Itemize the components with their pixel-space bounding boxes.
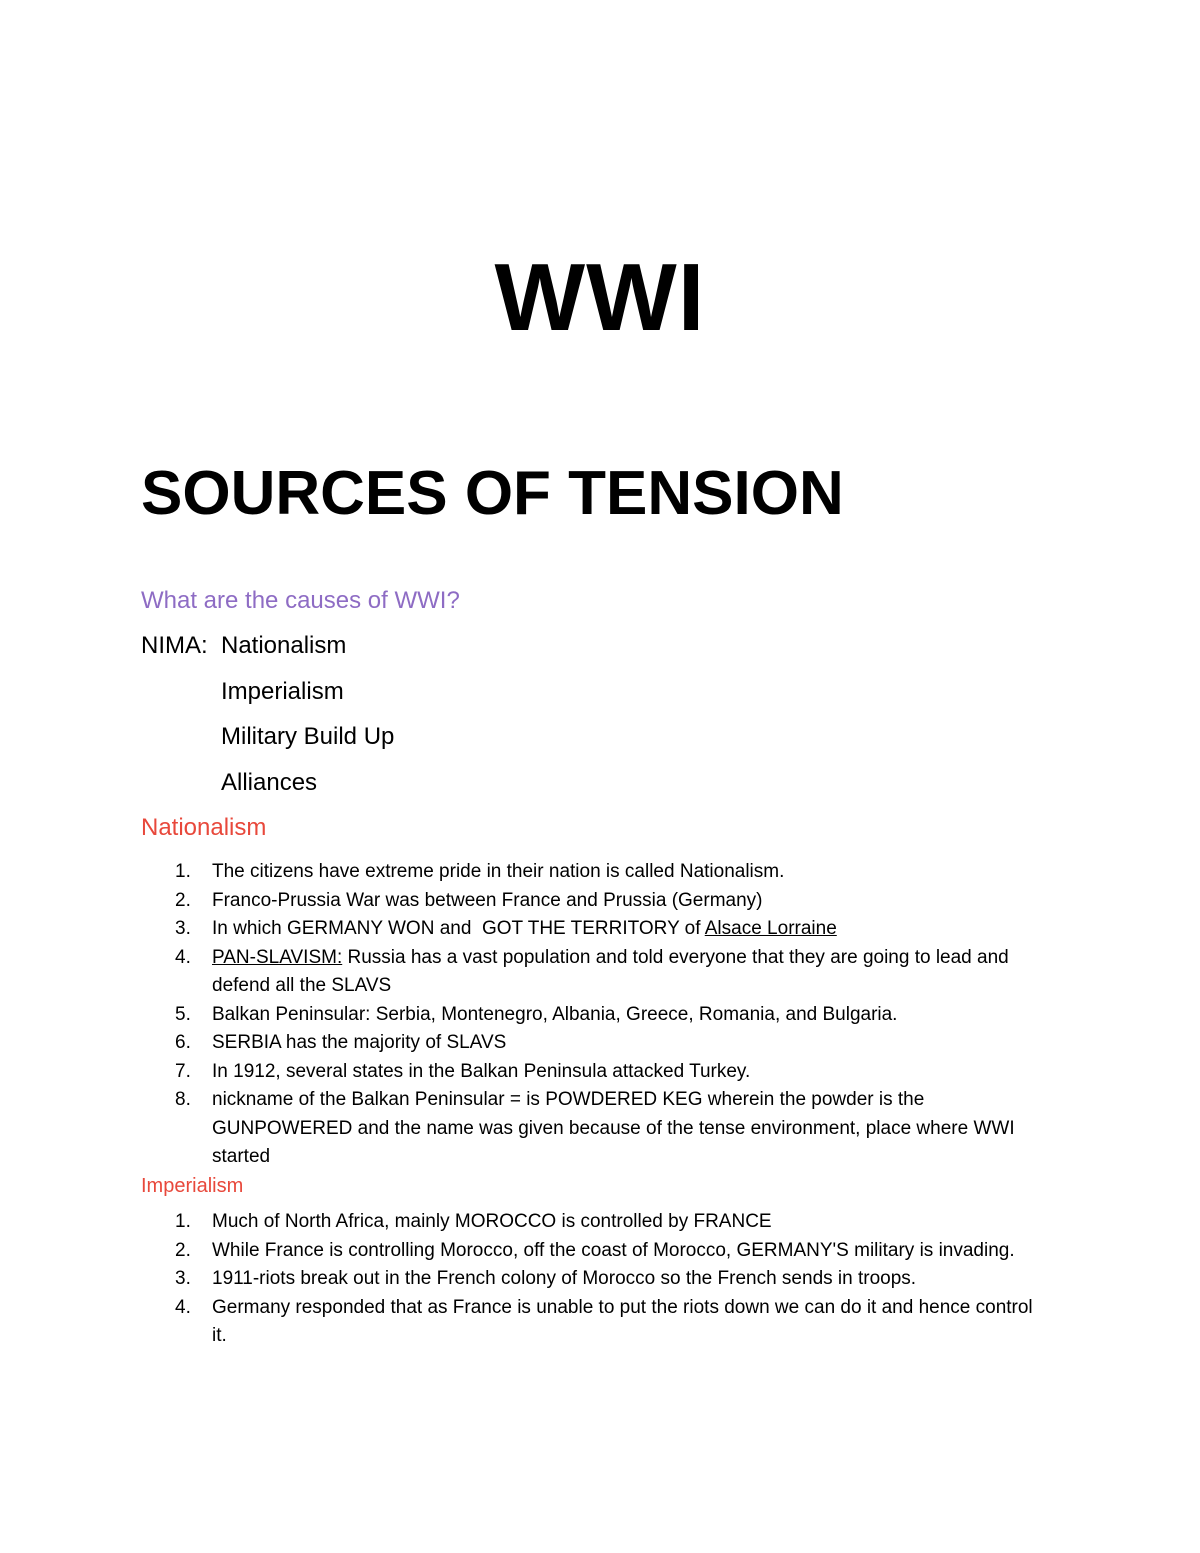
list-item-text: Germany responded that as France is unable to put the riots down we can do it and hence control it. — [212, 1296, 1033, 1346]
list-item — [141, 1265, 1041, 1294]
list-number: 4. — [175, 1296, 191, 1318]
nima-row — [141, 630, 394, 676]
list-item-text: In which GERMANY WON and GOT THE TERRITORY of — [212, 918, 705, 939]
list-item — [141, 915, 1041, 944]
section-heading-nationalism: Nationalism — [141, 814, 267, 841]
list-item — [141, 1294, 1041, 1351]
list-number: 2. — [175, 889, 191, 911]
list-number: 3. — [175, 1268, 191, 1289]
nima-row — [141, 767, 394, 813]
list-item — [141, 1058, 1041, 1087]
list-item-text: Balkan Peninsular: Serbia, Montenegro, Albania, Greece, Romania, and Bulgaria. — [212, 1003, 898, 1025]
document-subtitle: SOURCES OF TENSION — [141, 459, 844, 528]
list-number: 2. — [175, 1239, 191, 1261]
list-item-text: The citizens have extreme pride in their nation is called Nationalism. — [212, 861, 785, 882]
nima-prefix: NIMA: — [141, 632, 208, 659]
nima-item: Nationalism — [221, 632, 347, 659]
list-item-text: Russia has a vast population and told everyone that they are going to lead and defend all the SLAVS — [212, 946, 1009, 996]
list-item — [141, 944, 1041, 1001]
list-number: 6. — [175, 1032, 191, 1053]
nationalism-list — [141, 858, 1041, 1172]
list-number: 8. — [175, 1089, 191, 1110]
list-item — [141, 1086, 1041, 1172]
list-number: 1. — [175, 861, 191, 882]
section-heading-imperialism: Imperialism — [141, 1175, 244, 1197]
list-item-text: 1911-riots break out in the French colony of Morocco so the French sends in troops. — [212, 1268, 917, 1289]
list-item — [141, 1001, 1041, 1030]
list-item — [141, 1029, 1041, 1058]
list-number: 1. — [175, 1211, 191, 1232]
list-item-text: In 1912, several states in the Balkan Peninsula attacked Turkey. — [212, 1060, 751, 1082]
causes-question: What are the causes of WWI? — [141, 587, 460, 614]
list-item-text: Much of North Africa, mainly MOROCCO is controlled by FRANCE — [212, 1211, 772, 1232]
list-number: 7. — [175, 1060, 191, 1082]
list-item — [141, 1208, 1041, 1237]
list-item — [141, 887, 1041, 916]
list-item — [141, 858, 1041, 887]
list-number: 3. — [175, 918, 191, 939]
nima-item: Imperialism — [221, 677, 344, 705]
list-item — [141, 1237, 1041, 1266]
imperialism-list — [141, 1208, 1041, 1351]
list-item-text: nickname of the Balkan Peninsular = is POWDERED KEG wherein the powder is the GUNPOWERED and the name was given because of the tense environment, place where WWI started — [212, 1089, 1015, 1167]
nima-item: Alliances — [221, 768, 318, 796]
document-title: WWI — [494, 244, 706, 351]
nima-row — [141, 721, 394, 767]
underlined-term: PAN-SLAVISM: — [212, 946, 343, 968]
list-item-text: While France is controlling Morocco, off the coast of Morocco, GERMANY'S military is invading. — [212, 1239, 1015, 1261]
list-number: 4. — [175, 946, 191, 968]
nima-list — [141, 630, 394, 812]
list-item-text: Franco-Prussia War was between France and Prussia (Germany) — [212, 889, 763, 911]
nima-item: Military Build Up — [221, 723, 395, 750]
list-number: 5. — [175, 1003, 191, 1025]
list-item-text: SERBIA has the majority of SLAVS — [212, 1032, 507, 1053]
nima-row — [141, 676, 394, 722]
underlined-term: Alsace Lorraine — [704, 918, 837, 939]
